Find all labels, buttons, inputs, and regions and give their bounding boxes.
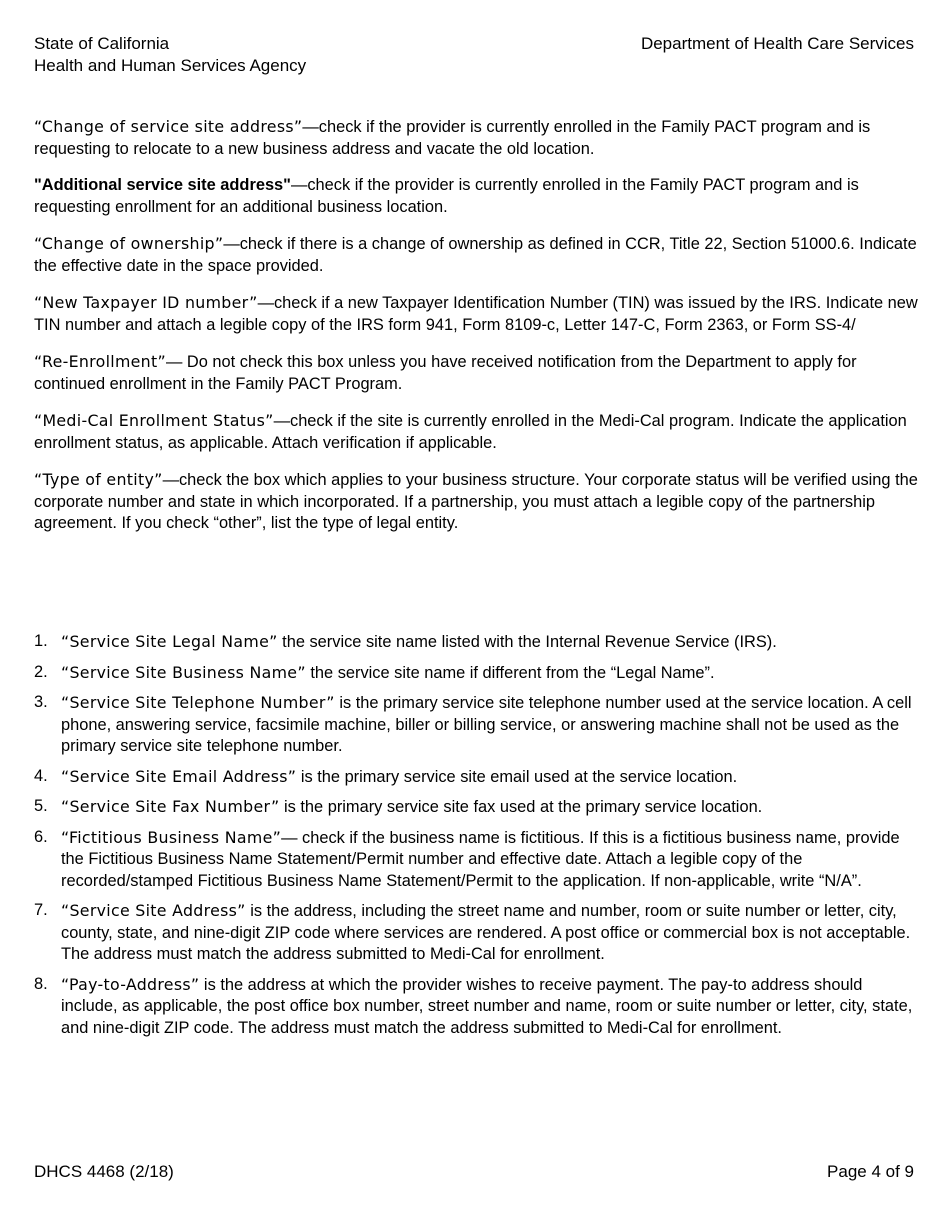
paragraph-text: — Do not check this box unless you have received notification from the Department to apply for continued enrollment in the Family PACT Program. xyxy=(34,353,857,393)
list-term: “Fictitious Business Name” xyxy=(61,827,282,847)
list-term: “Service Site Email Address” xyxy=(61,766,297,786)
paragraph-additional-service-site xyxy=(34,175,918,218)
paragraph-text: —check the box which applies to your business structure. Your corporate status will be verified using the corporate number and state in which incorporated. If a partnership, you must attach a legible copy of the partnership agreement. If you check “other”, list the type of legal entity. xyxy=(34,471,918,532)
header-department: Department of Health Care Services xyxy=(640,34,914,53)
paragraph-text: —check if the provider is currently enrolled in the Family PACT program and is requesting enrollment for an additional business location. xyxy=(34,176,859,216)
paragraph-text: —check if there is a change of ownership as defined in CCR, Title 22, Section 51000.6. Indicate the effective date in the space provided. xyxy=(34,235,917,275)
list-number: 4. xyxy=(34,766,48,785)
list-text: — check if the business name is fictitious. If this is a fictitious business name, provide the Fictitious Business Name Statement/Permit number and effective date. Attach a legible copy of the recorded/stamped Fictitious Business Name Statement/Permit to the application. If non-applicable, write “N/A”. xyxy=(61,828,900,890)
list-term: “Service Site Telephone Number” xyxy=(61,693,335,712)
list-text: is the primary service site telephone number used at the service location. A cell phone, answering service, facsimile machine, biller or billing service, or answering machine shall not be used as the primary service site telephone number. xyxy=(61,694,912,755)
instructions-section xyxy=(34,116,918,550)
paragraph-term: "Additional service site address" xyxy=(34,176,291,194)
list-text: the service site name if different from the “Legal Name”. xyxy=(305,663,715,682)
list-term: “Pay-to-Address” xyxy=(61,974,200,994)
list-item xyxy=(34,796,918,819)
list-number: 3. xyxy=(34,693,48,711)
list-item xyxy=(34,692,918,758)
paragraph-type-of-entity xyxy=(34,469,918,535)
header-agency-name: Health and Human Services Agency xyxy=(34,56,307,75)
paragraph-re-enrollment xyxy=(34,351,918,395)
list-text: is the address at which the provider wishes to receive payment. The pay-to address should include, as applicable, the post office box number, street number and name, room or suite number or letter, city, state, and nine-digit ZIP code. The address must match the address submitted to Medi-Cal for enrollment. xyxy=(61,975,913,1037)
list-item xyxy=(34,766,918,789)
list-number: 6. xyxy=(34,827,48,846)
paragraph-text: —check if the provider is currently enrolled in the Family PACT program and is requesting to relocate to a new business address and vacate the old location. xyxy=(34,118,871,158)
paragraph-term: “Type of entity” xyxy=(34,470,163,489)
paragraph-term: “Change of ownership” xyxy=(34,234,224,253)
header-state: State of California xyxy=(34,34,170,53)
list-term: “Service Site Legal Name” xyxy=(61,632,278,651)
paragraph-medi-cal-status xyxy=(34,410,918,454)
list-term: “Service Site Address” xyxy=(61,901,246,920)
list-item xyxy=(34,662,918,685)
paragraph-new-tin xyxy=(34,292,918,336)
paragraph-change-ownership xyxy=(34,233,918,277)
list-item xyxy=(34,900,918,966)
list-item xyxy=(34,827,918,893)
list-number: 7. xyxy=(34,901,48,919)
list-term: “Service Site Business Name” xyxy=(61,662,306,682)
paragraph-text: —check if a new Taxpayer Identification Number (TIN) was issued by the IRS. Indicate new TIN number and attach a legible copy of the IRS form 941, Form 8109-c, Letter 147-C, Form 2363, or Form SS-4/ xyxy=(34,294,918,334)
numbered-instructions-list xyxy=(34,631,918,1047)
footer-page-number: Page 4 of 9 xyxy=(827,1162,914,1181)
paragraph-text: —check if the site is currently enrolled in the Medi-Cal program. Indicate the application enrollment status, as applicable. Attach verification if applicable. xyxy=(34,412,907,452)
header-agency xyxy=(34,33,306,77)
list-text: the service site name listed with the Internal Revenue Service (IRS). xyxy=(277,633,777,651)
list-term: “Service Site Fax Number” xyxy=(61,797,280,816)
paragraph-term: “Medi-Cal Enrollment Status” xyxy=(34,411,274,430)
list-number: 8. xyxy=(34,974,48,993)
list-number: 2. xyxy=(34,662,48,681)
paragraph-term: “Re-Enrollment” xyxy=(34,352,166,371)
list-text: is the address, including the street name and number, room or suite number or letter, city, county, state, and nine-digit ZIP code where services are rendered. A post office or commercial box is not acceptable. The address must match the address submitted to Medi-Cal for enrollment. xyxy=(61,902,911,963)
footer-form-number: DHCS 4468 (2/18) xyxy=(34,1162,174,1181)
list-item xyxy=(34,631,918,654)
paragraph-term: “Change of service site address” xyxy=(34,117,303,136)
list-item xyxy=(34,974,918,1040)
list-text: is the primary service site email used at the service location. xyxy=(296,767,738,786)
paragraph-change-service-site xyxy=(34,116,918,160)
paragraph-term: “New Taxpayer ID number” xyxy=(34,293,258,312)
list-text: is the primary service site fax used at the primary service location. xyxy=(279,798,763,816)
list-number: 1. xyxy=(34,632,48,650)
list-number: 5. xyxy=(34,797,48,815)
